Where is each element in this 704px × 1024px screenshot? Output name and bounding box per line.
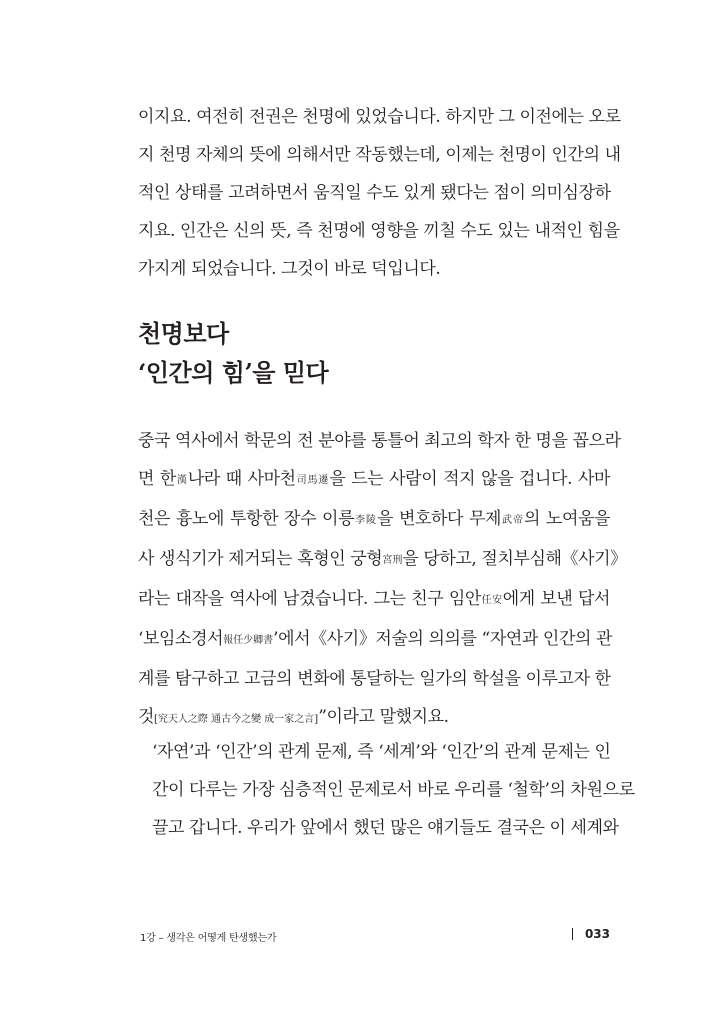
text-run: 에게 보낸 답서: [502, 589, 611, 609]
paragraph-3: [138, 733, 635, 847]
paragraph-1-line: 가지게 되었습니다. 그것이 바로 덕입니다.: [138, 259, 441, 279]
page-number: 033: [584, 927, 610, 941]
section-heading: [138, 314, 328, 392]
paragraph-1-line: 이지요. 여전히 전권은 천명에 있었습니다. 하지만 그 이전에는 오로: [138, 107, 621, 127]
text-run: 라는 대작을 역사에 남겼습니다. 그는 친구 임안: [138, 589, 481, 609]
section-heading-line-2: ‘인간의 힘’을 믿다: [138, 358, 329, 387]
paragraph-2-line: [138, 660, 610, 698]
section-heading-line-1: 천명보다: [138, 319, 229, 348]
running-footer-folio: [572, 927, 610, 941]
hanja-quote: [究天人之際 通古今之變 成一家之言]: [154, 714, 319, 725]
paragraph-2-line: [138, 460, 610, 500]
paragraph-1-line: 지 천명 자체의 뜻에 의해서만 작동했는데, 이제는 천명이 인간의 내: [138, 145, 621, 165]
text-run: 나라 때 사마천: [187, 469, 296, 489]
hanja-annotation: 報任少卿書: [223, 635, 274, 646]
paragraph-2: [138, 422, 627, 739]
text-run: ‘보임소경서: [138, 629, 224, 649]
paragraph-2-line: [138, 620, 613, 660]
text-run: 면 한: [138, 469, 176, 489]
paragraph-2-line: [138, 500, 610, 540]
paragraph-3-line: 간이 다루는 가장 심층적인 문제로서 바로 우리를 ‘철학’의 차원으로: [152, 780, 635, 800]
paragraph-1-line: 적인 상태를 고려하면서 움직일 수도 있게 됐다는 점이 의미심장하: [138, 183, 611, 203]
paragraph-1-line: 지요. 인간은 신의 뜻, 즉 천명에 영향을 끼칠 수도 있는 내적인 힘을: [138, 221, 620, 241]
running-footer-chapter: 1강 – 생각은 어떻게 탄생했는가: [140, 933, 277, 944]
paragraph-1: [138, 98, 621, 288]
hanja-annotation: 司馬遷: [295, 475, 330, 486]
text-run: 의 노여움을: [523, 509, 611, 529]
hanja-annotation: 任安: [480, 595, 503, 606]
paragraph-2-line: [138, 540, 627, 580]
footer-divider: [572, 928, 573, 940]
text-run: 을 당하고, 절치부심해《사기》: [402, 549, 627, 569]
text-run: 천은 흉노에 투항한 장수 이릉: [138, 509, 355, 529]
text-run: ’에서《사기》저술의 의의를 “자연과 인간의 관: [273, 629, 613, 649]
text-run: 사 생식기가 제거되는 혹형인 궁형: [138, 549, 383, 569]
text-run: 것: [138, 707, 155, 727]
paragraph-3-line: 끌고 갑니다. 우리가 앞에서 했던 많은 얘기들도 결국은 이 세계와: [152, 818, 619, 838]
text-run: 중국 역사에서 학문의 전 분야를 통틀어 최고의 학자 한 명을 꼽으라: [138, 431, 621, 451]
paragraph-3-line: ‘자연’과 ‘인간’의 관계 문제, 즉 ‘세계’와 ‘인간’의 관계 문제는 인: [152, 742, 611, 762]
hanja-annotation: 宮刑: [382, 555, 403, 566]
paragraph-2-line: [138, 422, 621, 460]
hanja-annotation: 李陵: [354, 515, 377, 526]
text-run: 을 변호하다 무제: [376, 509, 502, 529]
text-run: 을 드는 사람이 적지 않을 겁니다. 사마: [329, 469, 611, 489]
paragraph-2-line: [138, 580, 610, 620]
text-run: 계를 탐구하고 고금의 변화에 통달하는 일가의 학설을 이루고자 한: [138, 669, 611, 689]
hanja-annotation: 漢: [175, 475, 188, 486]
hanja-annotation: 武帝: [501, 515, 524, 526]
text-run: ”이라고 말했지요.: [318, 707, 449, 727]
